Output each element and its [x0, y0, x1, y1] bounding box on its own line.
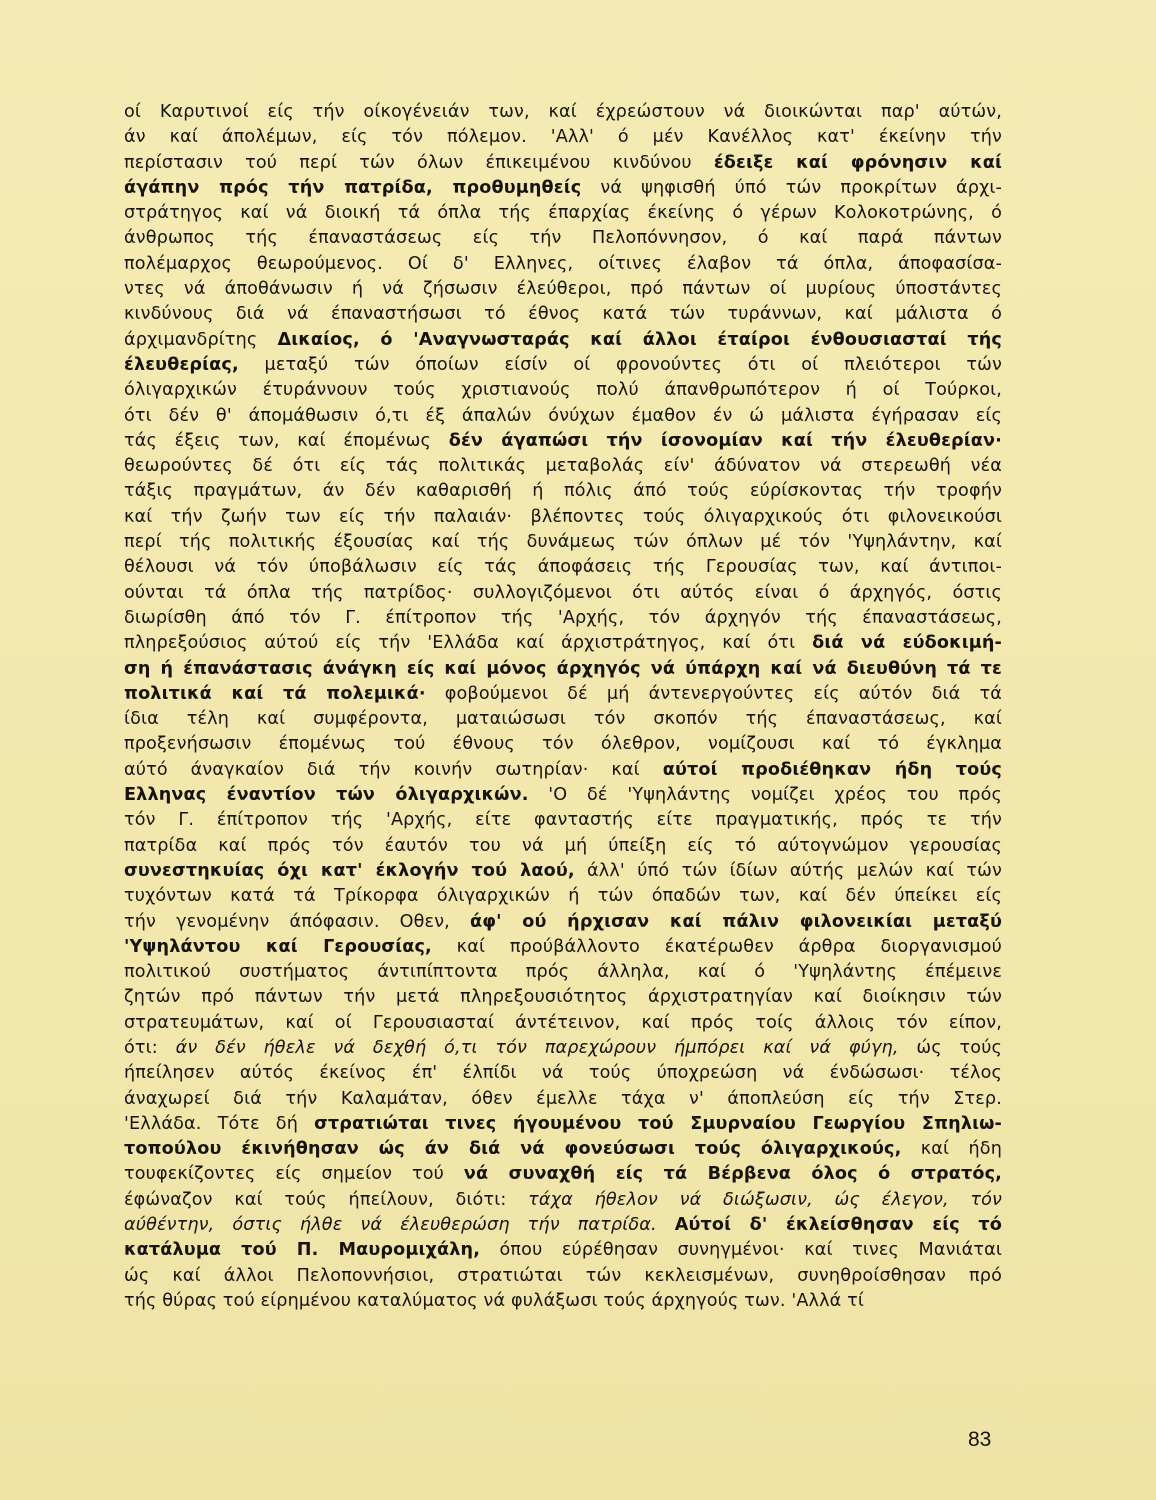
text-run: πολιτικού συστήματος άντιπίπτοντα πρός άλληλα, καί ό 'Υψηλάντης έπέμεινε [124, 962, 1002, 983]
bold-text: τοπούλου έκινήθησαν ώς άν διά νά φονεύσωσι τούς όλιγαρχικούς, [124, 1139, 902, 1160]
text-line [124, 859, 1002, 884]
text-run: 'Ο δέ 'Υψηλάντης νομίζει χρέος του πρός [528, 785, 1002, 806]
text-line [124, 429, 1002, 454]
page-number: 83 [968, 1428, 992, 1451]
text-line [124, 201, 1002, 226]
text-run: κινδύνους διά νά έπαναστήσωσι τό έθνος κατά τών τυράννων, καί μάλιστα ό [124, 304, 1002, 325]
body-text [124, 100, 1002, 1314]
text-line [124, 783, 1002, 808]
bold-text: 'Υψηλάντου καί Γερουσίας, [124, 936, 432, 957]
text-run: αύτό άναγκαίον διά τήν κοινήν σωτηρίαν· καί [124, 759, 663, 780]
text-run: τουφεκίζοντες είς σημείον τού [124, 1164, 464, 1185]
text-line [124, 530, 1002, 555]
text-run: ζητών πρό πάντων τήν μετά πληρεξουσιότητος άρχιστρατηγίαν καί διοίκησιν τών [124, 987, 1002, 1008]
text-run: όπου εύρέθησαν συνηγμένοι· καί τινες Μανιάται [480, 1240, 1002, 1261]
text-run: περίστασιν τού περί τών όλων έπικειμένου κινδύνου [124, 152, 714, 173]
text-run: τής θύρας τού είρημένου καταλύματος νά φυλάξωσι τούς άρχηγούς των. 'Αλλά τί [124, 1290, 864, 1311]
text-run: νά ψηφισθή ύπό τών προκρίτων άρχι- [581, 177, 1002, 198]
bold-text: έδειξε καί φρόνησιν καί [713, 152, 1002, 173]
text-run: καί ήδη [901, 1139, 1002, 1160]
text-run: θέλουσι νά τόν ύποβάλωσιν είς τάς άποφάσεις τής Γερουσίας των, καί άντιποι- [124, 557, 1002, 578]
text-run: καί τήν ζωήν των είς τήν παλαιάν· βλέποντες τούς όλιγαρχικούς ότι φιλονεικούσι [124, 506, 1002, 527]
text-line [124, 606, 1002, 631]
text-run: 'Ελλάδα. Τότε δή [124, 1113, 315, 1134]
text-line [124, 404, 1002, 429]
text-line [124, 581, 1002, 606]
bold-text: ση ή έπανάστασις άνάγκη είς καί μόνος άρχηγός νά ύπάρχη καί νά διευθύνη τά τε [124, 658, 1002, 679]
text-line [124, 1238, 1002, 1263]
text-line [124, 1087, 1002, 1112]
text-run: διωρίσθη άπό τόν Γ. έπίτροπον τής 'Αρχής, τόν άρχηγόν τής έπαναστάσεως, [124, 607, 1002, 628]
text-line [124, 328, 1002, 353]
text-line [124, 707, 1002, 732]
text-line [124, 505, 1002, 530]
text-run: άν καί άπολέμων, είς τόν πόλεμον. 'Αλλ' ό μέν Κανέλλος κατ' έκείνην τήν [124, 127, 1002, 148]
text-run: ούνται τά όπλα τής πατρίδος· συλλογιζόμενοι ότι αύτός είναι ό άρχηγός, όστις [124, 582, 1002, 603]
text-line [124, 1289, 1002, 1314]
text-run: άναχωρεί διά τήν Καλαμάταν, όθεν έμελλε τάχα ν' άποπλεύση είς τήν Στερ. [124, 1088, 1002, 1109]
text-run: μεταξύ τών όποίων είσίν οί φρονούντες ότι οί πλειότεροι τών [238, 354, 1002, 375]
text-run: τάς έξεις των, καί έπομένως [124, 430, 449, 451]
text-run: οί Καρυτινοί είς τήν οίκογένειάν των, καί έχρεώστουν νά διοικώνται παρ' αύτών, [124, 102, 1002, 122]
text-line [124, 682, 1002, 707]
text-run: τήν γενομένην άπόφασιν. Οθεν, [124, 911, 470, 932]
bold-text: πολιτικά καί τά πολεμικά· [124, 683, 426, 704]
text-line [124, 100, 1002, 125]
text-run: καί προύβάλλοντο έκατέρωθεν άρθρα διοργανισμού [431, 936, 1002, 957]
text-run: φοβούμενοι δέ μή άντενεργούντες είς αύτόν διά τά [425, 683, 1002, 704]
text-line [124, 252, 1002, 277]
text-line [124, 1188, 1002, 1213]
bold-text: άγάπην πρός τήν πατρίδα, προθυμηθείς [124, 177, 582, 198]
bold-text: έλευθερίας, [124, 354, 239, 375]
text-run: τάξις πραγμάτων, άν δέν καθαρισθή ή πόλις άπό τούς εύρίσκοντας τήν τροφήν [124, 481, 1002, 502]
text-line [124, 1213, 1002, 1238]
text-line [124, 884, 1002, 909]
text-line [124, 1112, 1002, 1137]
text-line [124, 378, 1002, 403]
text-line [124, 631, 1002, 656]
bold-text: Αύτοί δ' έκλείσθησαν είς τό [674, 1215, 1002, 1236]
bold-text: Ελληνας έναντίον τών όλιγαρχικών. [124, 785, 529, 806]
italic-text: τάχα ήθελον νά διώξωσιν, ώς έλεγον, τόν [528, 1189, 1003, 1210]
text-run: περί τής πολιτικής έξουσίας καί τής δυνάμεως τών όπλων μέ τόν 'Υψηλάντην, καί [124, 532, 1002, 553]
text-line [124, 1061, 1002, 1086]
text-run: πληρεξούσιος αύτού είς τήν 'Ελλάδα καί άρχιστράτηγος, καί ότι [124, 633, 813, 654]
text-line [124, 151, 1002, 176]
text-run: άλλ' ύπό τών ίδίων αύτής μελών καί τών [574, 860, 1002, 881]
text-line [124, 226, 1002, 251]
bold-text: στρατιώται τινες ήγουμένου τού Σμυρναίου Γεωργίου Σπηλιω- [314, 1113, 1002, 1134]
text-line [124, 808, 1002, 833]
text-run: όλιγαρχικών έτυράννουν τούς χριστιανούς πολύ άπανθρωπότερον ή οί Τούρκοι, [124, 380, 1002, 401]
text-run: τυχόντων κατά τά Τρίκορφα όλιγαρχικών ή τών όπαδών των, καί δέν ύπείκει είς [124, 886, 1002, 907]
bold-text: Δικαίος, ό 'Αναγνωσταράς καί άλλοι έταίροι ένθουσιασταί τής [277, 329, 1002, 350]
text-run: πολέμαρχος θεωρούμενος. Οί δ' Ελληνες, οίτινες έλαβον τά όπλα, άποφασίσα- [124, 253, 1002, 274]
bold-text: αύτοί προδιέθηκαν ήδη τούς [662, 759, 1002, 780]
text-run: πατρίδα καί πρός τόν έαυτόν του νά μή ύπείξη είς τό αύτογνώμον γερουσίας [124, 835, 1002, 856]
bold-text: νά συναχθή είς τά Βέρβενα όλος ό στρατός, [463, 1164, 1002, 1185]
text-line [124, 910, 1002, 935]
text-line [124, 758, 1002, 783]
text-run: ώς καί άλλοι Πελοποννήσιοι, στρατιώται τών κεκλεισμένων, συνηθροίσθησαν πρό [124, 1265, 1002, 1286]
text-run: ίδια τέλη καί συμφέροντα, ματαιώσωσι τόν σκοπόν τής έπαναστάσεως, καί [124, 709, 1002, 730]
text-run: προξενήσωσιν έπομένως τού έθνους τόν όλεθρον, νομίζουσι καί τό έγκλημα [124, 734, 1002, 755]
bold-text: διά νά εύδοκιμή- [812, 633, 1002, 654]
text-run: ήπείλησεν αύτός έκείνος έπ' έλπίδι νά τούς ύποχρεώση νά ένδώσωσι· τέλος [124, 1063, 1002, 1084]
text-run: άρχιμανδρίτης [124, 329, 278, 350]
text-line [124, 454, 1002, 479]
text-line [124, 732, 1002, 757]
text-line [124, 960, 1002, 985]
text-line [124, 1162, 1002, 1187]
italic-text: αύθέντην, όστις ήλθε νά έλευθερώση τήν πατρίδα. [124, 1215, 657, 1236]
text-line [124, 277, 1002, 302]
text-line [124, 657, 1002, 682]
text-line [124, 1036, 1002, 1061]
text-run: ότι: [124, 1037, 176, 1058]
text-line [124, 834, 1002, 859]
text-run: στρατευμάτων, καί οί Γερουσιασταί άντέτεινον, καί πρός τοίς άλλοις τόν είπον, [124, 1012, 1002, 1033]
text-line [124, 935, 1002, 960]
text-run: στράτηγος καί νά διοική τά όπλα τής έπαρχίας έκείνης ό γέρων Κολοκοτρώνης, ό [124, 203, 1002, 224]
text-line [124, 302, 1002, 327]
text-line [124, 479, 1002, 504]
text-line [124, 1011, 1002, 1036]
text-run: θεωρούντες δέ ότι είς τάς πολιτικάς μεταβολάς είν' άδύνατον νά στερεωθή νέα [124, 456, 1002, 477]
text-run: ότι δέν θ' άπομάθωσιν ό,τι έξ άπαλών όνύχων έμαθον έν ώ μάλιστα έγήρασαν είς [124, 405, 1002, 426]
bold-text: συνεστηκυίας όχι κατ' έκλογήν τού λαού, [124, 860, 575, 881]
text-line [124, 555, 1002, 580]
text-run: ώς τούς [898, 1037, 1003, 1058]
text-line [124, 985, 1002, 1010]
text-run: ντες νά άποθάνωσιν ή νά ζήσωσιν έλεύθεροι, πρό πάντων οί μυρίους ύποστάντες [124, 279, 1002, 300]
text-run: άνθρωπος τής έπαναστάσεως είς τήν Πελοπόννησον, ό καί παρά πάντων [124, 228, 1002, 249]
text-line [124, 176, 1002, 201]
text-line [124, 1264, 1002, 1289]
text-line [124, 1137, 1002, 1162]
italic-text: άν δέν ήθελε νά δεχθή ό,τι τόν παρεχώρουν ήμπόρει καί νά φύγη, [175, 1037, 899, 1058]
bold-text: άφ' ού ήρχισαν καί πάλιν φιλονεικίαι μεταξύ [470, 911, 1002, 932]
text-line [124, 125, 1002, 150]
bold-text: δέν άγαπώσι τήν ίσονομίαν καί τήν έλευθερίαν· [448, 430, 1002, 451]
text-run: τόν Γ. έπίτροπον τής 'Αρχής, είτε φανταστής είτε πραγματικής, πρός τε τήν [124, 810, 1002, 831]
bold-text: κατάλυμα τού Π. Μαυρομιχάλη, [124, 1240, 481, 1261]
text-run: έφώναζον καί τούς ήπείλουν, διότι: [124, 1189, 529, 1210]
text-line [124, 353, 1002, 378]
text-run [657, 1215, 675, 1235]
